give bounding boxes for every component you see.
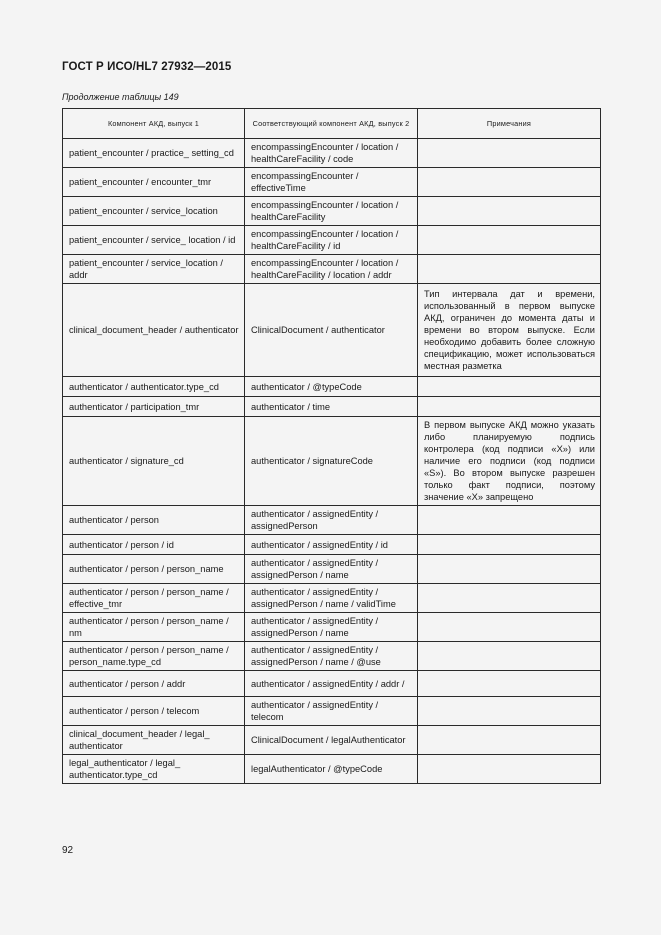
cell-component-r1: authenticator / person / person_name	[63, 555, 245, 584]
cell-component-r1: authenticator / authenticator.type_cd	[63, 377, 245, 397]
cell-notes	[418, 226, 601, 255]
cell-component-r2: authenticator / assignedEntity / assignedPerson	[245, 506, 418, 535]
cell-component-r2: ClinicalDocument / authenticator	[245, 284, 418, 377]
cell-notes	[418, 613, 601, 642]
cell-component-r1: authenticator / participation_tmr	[63, 397, 245, 417]
cell-component-r1: patient_encounter / service_location	[63, 197, 245, 226]
table-row	[63, 755, 601, 784]
table-row	[63, 226, 601, 255]
table-row	[63, 197, 601, 226]
cell-component-r1: authenticator / person / person_name / nm	[63, 613, 245, 642]
cell-notes	[418, 555, 601, 584]
cell-notes	[418, 755, 601, 784]
table-row	[63, 284, 601, 377]
cell-component-r2: authenticator / assignedEntity / id	[245, 535, 418, 555]
cell-component-r1: authenticator / person	[63, 506, 245, 535]
table-row	[63, 377, 601, 397]
cell-component-r2: encompassingEncounter / location / healthCareFacility / location / addr	[245, 255, 418, 284]
cell-notes: В первом выпуске АКД можно указать либо планируемую подпись контролера (код подписи «X») или наличие его подписи (код подписи «S»). Во втором выпуске разрешен только факт подписи, поэтому значение «X» запрещено	[418, 417, 601, 506]
cell-notes	[418, 535, 601, 555]
table-row	[63, 726, 601, 755]
cell-component-r1: authenticator / person / id	[63, 535, 245, 555]
column-header-notes: Примечания	[418, 109, 601, 139]
cell-component-r1: authenticator / person / person_name / effective_tmr	[63, 584, 245, 613]
cell-component-r1: patient_encounter / encounter_tmr	[63, 168, 245, 197]
cell-notes	[418, 697, 601, 726]
cell-component-r1: authenticator / person / addr	[63, 671, 245, 697]
table-row	[63, 417, 601, 506]
table-row	[63, 139, 601, 168]
table-row	[63, 555, 601, 584]
cell-component-r2: ClinicalDocument / legalAuthenticator	[245, 726, 418, 755]
table-row	[63, 584, 601, 613]
cell-component-r2: authenticator / @typeCode	[245, 377, 418, 397]
cell-notes	[418, 377, 601, 397]
cell-component-r2: authenticator / assignedEntity / telecom	[245, 697, 418, 726]
cell-notes	[418, 584, 601, 613]
cell-component-r2: authenticator / assignedEntity / assignedPerson / name / validTime	[245, 584, 418, 613]
cell-component-r1: clinical_document_header / authenticator	[63, 284, 245, 377]
cell-component-r2: encompassingEncounter / effectiveTime	[245, 168, 418, 197]
table-row	[63, 697, 601, 726]
cell-component-r2: encompassingEncounter / location / healthCareFacility / code	[245, 139, 418, 168]
cell-notes	[418, 197, 601, 226]
cell-component-r1: authenticator / signature_cd	[63, 417, 245, 506]
cell-component-r2: authenticator / signatureCode	[245, 417, 418, 506]
cell-notes	[418, 726, 601, 755]
cell-notes	[418, 671, 601, 697]
cell-component-r2: authenticator / time	[245, 397, 418, 417]
table-caption: Продолжение таблицы 149	[62, 92, 179, 102]
mapping-table	[62, 108, 601, 784]
table-row	[63, 397, 601, 417]
cell-component-r2: authenticator / assignedEntity / assignedPerson / name	[245, 555, 418, 584]
cell-component-r1: authenticator / person / telecom	[63, 697, 245, 726]
cell-component-r2: authenticator / assignedEntity / assignedPerson / name	[245, 613, 418, 642]
cell-component-r1: legal_authenticator / legal_ authenticator.type_cd	[63, 755, 245, 784]
column-header-component-r2: Соответствующий компонент АКД, выпуск 2	[245, 109, 418, 139]
cell-component-r2: authenticator / assignedEntity / addr /	[245, 671, 418, 697]
table-header-row	[63, 109, 601, 139]
table-row	[63, 506, 601, 535]
cell-notes	[418, 397, 601, 417]
cell-component-r1: authenticator / person / person_name / person_name.type_cd	[63, 642, 245, 671]
cell-component-r2: encompassingEncounter / location / healthCareFacility / id	[245, 226, 418, 255]
cell-component-r1: clinical_document_header / legal_ authenticator	[63, 726, 245, 755]
cell-component-r1: patient_encounter / practice_ setting_cd	[63, 139, 245, 168]
table-row	[63, 535, 601, 555]
cell-notes	[418, 139, 601, 168]
cell-notes	[418, 642, 601, 671]
table-row	[63, 642, 601, 671]
table-row	[63, 671, 601, 697]
cell-notes	[418, 255, 601, 284]
cell-component-r1: patient_encounter / service_ location / id	[63, 226, 245, 255]
cell-notes	[418, 168, 601, 197]
cell-component-r2: authenticator / assignedEntity / assignedPerson / name / @use	[245, 642, 418, 671]
column-header-component-r1: Компонент АКД, выпуск 1	[63, 109, 245, 139]
table-row	[63, 168, 601, 197]
table-row	[63, 613, 601, 642]
cell-notes	[418, 506, 601, 535]
cell-component-r1: patient_encounter / service_location / addr	[63, 255, 245, 284]
cell-component-r2: encompassingEncounter / location / healthCareFacility	[245, 197, 418, 226]
table-row	[63, 255, 601, 284]
page-number: 92	[62, 845, 74, 856]
cell-component-r2: legalAuthenticator / @typeCode	[245, 755, 418, 784]
cell-notes: Тип интервала дат и времени, использованный в первом выпуске АКД, ограничен до момента даты и времени во втором выпуске. Если необходимо добавить более сложную спецификацию, может использоваться местная разметка	[418, 284, 601, 377]
document-header: ГОСТ Р ИСО/HL7 27932—2015	[62, 61, 232, 73]
